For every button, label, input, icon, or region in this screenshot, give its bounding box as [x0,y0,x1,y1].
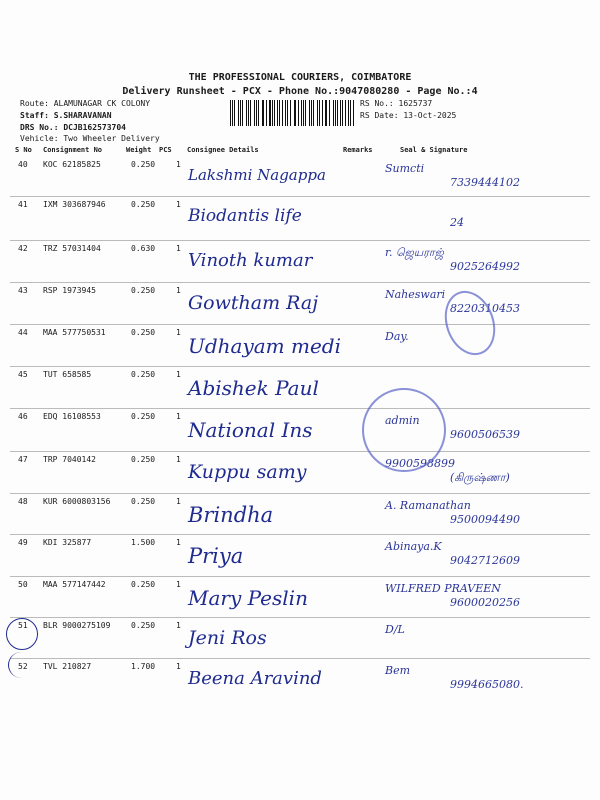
row-52-pen-mark [8,652,35,678]
table-row [0,412,600,454]
serial-number: 44 [18,328,28,337]
table-row [0,580,600,622]
table-row [0,621,600,663]
table-row [0,286,600,328]
consignee-name: Gowtham Raj [188,292,319,314]
pieces-count: 1 [176,662,181,671]
serial-number: 51 [18,621,28,630]
company-title: THE PROFESSIONAL COURIERS, COIMBATORE [188,72,412,83]
weight-value: 1.700 [131,662,156,671]
serial-number: 43 [18,286,28,295]
consignment-number: MAA 577750531 [43,328,106,337]
receiver-phone: 7339444102 [450,176,520,189]
barcode-bar [342,100,343,126]
serial-number: 40 [18,160,28,169]
table-row [0,538,600,580]
table-row [0,200,600,242]
col-sno: S No [15,146,32,154]
weight-value: 0.250 [131,580,156,589]
row-divider [10,493,590,494]
consignee-name: Beena Aravind [188,668,322,689]
barcode-bar [238,100,239,126]
barcode-bar [340,100,341,126]
row-divider [10,282,590,283]
consignment-number: TRP 7040142 [43,455,96,464]
receiver-signature: Day. [385,330,409,343]
weight-value: 0.250 [131,412,156,421]
barcode-bar [305,100,306,126]
receiver-phone: 9042712609 [450,554,520,567]
consignee-name: Biodantis life [188,206,302,226]
col-weight: Weight [126,146,152,154]
barcode-bar [309,100,310,126]
consignment-number: BLR 9000275109 [43,621,111,630]
consignment-number: KUR 6000803156 [43,497,111,506]
consignment-number: TVL 210827 [43,662,92,671]
pieces-count: 1 [176,455,181,464]
col-consignment: Consignment No [43,146,103,154]
serial-number: 50 [18,580,28,589]
barcode-bar [285,100,286,126]
consignee-name: National Ins [188,418,313,442]
consignee-name: Kuppu samy [188,461,307,483]
pieces-count: 1 [176,328,181,337]
consignee-name: Lakshmi Nagappa [188,166,326,184]
weight-value: 0.250 [131,455,156,464]
consignee-name: Abishek Paul [188,376,319,400]
consignee-name: Brindha [188,503,274,527]
table-row [0,497,600,539]
weight-value: 0.250 [131,621,156,630]
table-row [0,370,600,412]
consignee-name: Vinoth kumar [188,250,313,271]
barcode-bar [250,100,251,126]
receiver-phone: 9600506539 [450,428,520,441]
consignee-name: Udhayam medi [188,334,342,358]
serial-number: 48 [18,497,28,506]
weight-value: 0.250 [131,370,156,379]
receiver-phone: 9994665080. [450,678,524,691]
row-divider [10,196,590,197]
barcode-bar [319,100,320,126]
row-divider [10,658,590,659]
receiver-phone: 9500094490 [450,513,520,526]
barcode-bar [277,100,278,126]
barcode-bar [333,100,334,126]
receiver-signature: r. ஜெயராஜ் [385,246,444,259]
row-divider [10,408,590,409]
consignment-number: RSP 1973945 [43,286,96,295]
pieces-count: 1 [176,580,181,589]
receiver-phone: 9600020256 [450,596,520,609]
pieces-count: 1 [176,286,181,295]
receiver-signature: admin [385,414,420,427]
row-51-circle-mark [6,618,38,650]
row-divider [10,324,590,325]
row-divider [10,366,590,367]
vehicle-label: Vehicle: Two Wheeler Delivery [20,134,160,143]
serial-number: 47 [18,455,28,464]
consignee-name: Priya [188,544,244,568]
receiver-phone: 9025264992 [450,260,520,273]
consignee-name: Mary Peslin [188,586,308,610]
receiver-signature: A. Ramanathan [385,499,471,512]
consignment-number: MAA 577147442 [43,580,106,589]
staff-label: Staff: S.SHARAVANAN [20,111,112,120]
barcode-bar [326,100,327,126]
rs-number: RS No.: 1625737 [360,99,433,108]
receiver-phone: 8220310453 [450,302,520,315]
weight-value: 0.250 [131,200,156,209]
consignment-number: KDI 325877 [43,538,92,547]
pieces-count: 1 [176,412,181,421]
row-divider [10,617,590,618]
row-divider [10,451,590,452]
weight-value: 1.500 [131,538,156,547]
serial-number: 41 [18,200,28,209]
serial-number: 42 [18,244,28,253]
barcode-bar [242,100,243,126]
receiver-signature: WILFRED PRAVEEN [385,582,501,595]
receiver-phone: (கிருஷ்ணா) [450,471,510,484]
consignment-number: KOC 62185825 [43,160,101,169]
barcode-bar [298,100,299,126]
barcode-bar [282,100,283,126]
weight-value: 0.250 [131,328,156,337]
table-row [0,662,600,704]
serial-number: 46 [18,412,28,421]
barcode-bar [350,100,351,126]
company-stamp-2 [362,388,446,472]
barcode-bar [269,100,270,126]
row-divider [10,534,590,535]
pieces-count: 1 [176,621,181,630]
serial-number: 52 [18,662,28,671]
barcode-bar [258,100,259,126]
receiver-signature: Sumcti [385,162,425,175]
receiver-signature: 9900598899 [385,457,455,470]
table-row [0,328,600,370]
col-pcs: PCS [159,146,172,154]
pieces-count: 1 [176,244,181,253]
barcode-bar [266,100,267,126]
table-row [0,455,600,497]
row-divider [10,576,590,577]
pieces-count: 1 [176,538,181,547]
consignee-name: Jeni Ros [188,627,267,649]
serial-number: 45 [18,370,28,379]
barcode-bar [290,100,291,126]
table-row [0,244,600,286]
rs-date: RS Date: 13-Oct-2025 [360,111,457,120]
col-remarks: Remarks [343,146,373,154]
receiver-signature: Naheswari [385,288,446,301]
row-divider [10,240,590,241]
weight-value: 0.250 [131,286,156,295]
barcode-bar [230,100,231,126]
route-label: Route: ALAMUNAGAR CK COLONY [20,99,151,108]
pieces-count: 1 [176,200,181,209]
weight-value: 0.250 [131,160,156,169]
consignment-number: TUT 658585 [43,370,92,379]
col-consignee: Consignee Details [187,146,259,154]
pieces-count: 1 [176,497,181,506]
runsheet-title: Delivery Runsheet - PCX - Phone No.:9047080280 - Page No.:4 [122,86,478,97]
consignment-number: EDQ 16108553 [43,412,101,421]
receiver-signature: Bem [385,664,411,677]
col-seal-signature: Seal & Signature [400,146,468,154]
receiver-signature: Abinaya.K [385,540,442,553]
pieces-count: 1 [176,160,181,169]
barcode [230,100,356,126]
barcode-bar [313,100,314,126]
weight-value: 0.250 [131,497,156,506]
consignment-number: IXM 303687946 [43,200,106,209]
receiver-phone: 24 [450,216,464,229]
weight-value: 0.630 [131,244,156,253]
barcode-bar [246,100,247,126]
pieces-count: 1 [176,370,181,379]
receiver-signature: D/L [385,623,405,636]
consignment-number: TRZ 57031404 [43,244,101,253]
serial-number: 49 [18,538,28,547]
drs-label: DRS No.: DCJB162573704 [20,123,126,132]
